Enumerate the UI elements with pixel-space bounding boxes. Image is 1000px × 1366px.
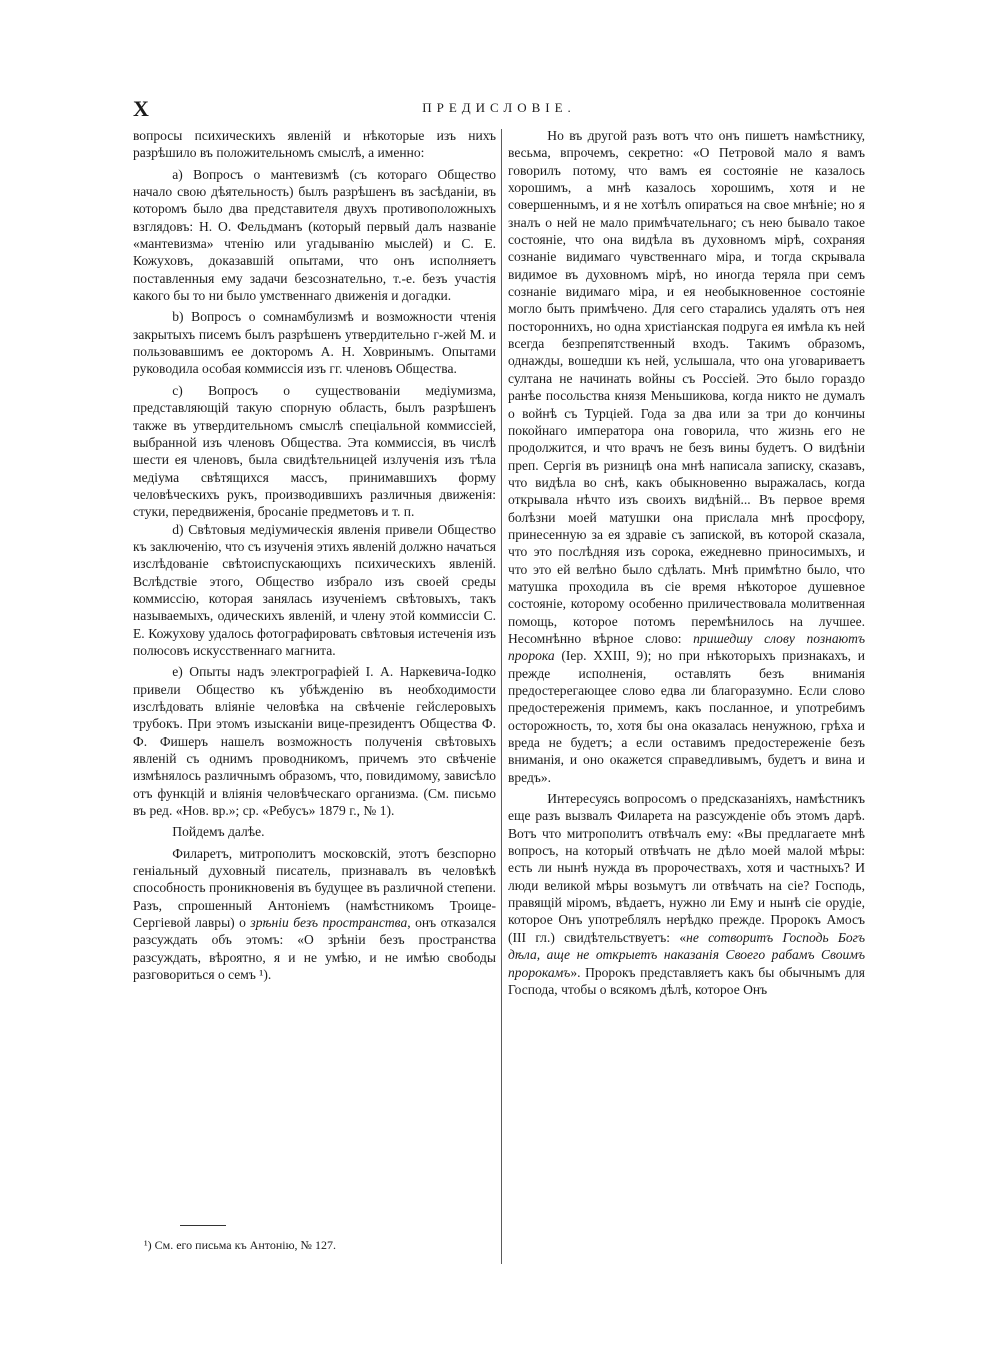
footnote: ¹) См. его письма къ Антонію, № 127. [144, 1238, 336, 1252]
page-header [133, 96, 865, 120]
right-column [508, 127, 865, 998]
left-paragraph-filaret [133, 845, 496, 984]
footnote-rule [180, 1225, 226, 1226]
prophecy-text-end: ». Пророкъ представляетъ какъ бы обычнымъ для Господа, чтобы о всякомъ дѣлѣ, которое Онъ [508, 964, 865, 997]
prophecy-italic-quote: не сотворитъ Господь Богъ дѣла, аще не открыетъ наказанія Своего рабамъ Своимъ пророкамъ [508, 929, 865, 980]
right-paragraph-prophecy [508, 790, 865, 998]
left-paragraph-continue: Пойдемъ далѣе. [172, 824, 265, 840]
item-d-light-phenomena: d) Свѣтовыя медіумическія явленія привели Общество къ заключенію, что съ изученія этихъ явленій должно начаться изслѣдованіе свѣтоиспускающихъ психическихъ явленій. Вслѣдствіе этого, Общество избрало изъ своей среды коммиссію, которая занялась изученіемъ свѣтовыхъ, такъ называемыхъ, одическихъ явленій, и члену этой коммиссіи С. Е. Кожухову удалось фотографировать свѣтовыя истеченія изъ полюсовъ искусственнаго магнита. [133, 521, 496, 658]
column-divider [501, 129, 502, 1264]
item-b-somnambulism: b) Вопросъ о сомнамбулизмѣ и возможности чтенія закрытыхъ писемъ былъ разрѣшенъ утвердительно г-жей М. и пользовавшимъ ее докторомъ А. Н. Ховринымъ. Опытами руководила особая коммиссія изъ гг. членовъ Общества. [133, 309, 496, 377]
item-c-mediumism: с) Вопросъ о существованіи медіумизма, представляющій такую спорную область, былъ разрѣшенъ также въ утвердительномъ смыслѣ спеціальной коммиссіей, выбранной изъ членовъ Общества. Эта коммиссія, въ числѣ шести ея членовъ, была свидѣтельницей излученія изъ тѣла медіума свѣтящихся массъ, принимавшихъ форму человѣческихъ рукъ, производившихъ различныя движенія: стуки, передвиженія, бросаніе предметовъ и т. п. [133, 382, 496, 520]
left-paragraph-1: вопросы психическихъ явленій и нѣкоторые изъ нихъ разрѣшило въ положительномъ смыслѣ, а именно: [133, 128, 496, 161]
item-e-electrography: е) Опыты надъ электрографіей І. А. Наркевича-Іодко привели Общество къ убѣжденію въ необходимости изслѣдовать вліяніе человѣка на свѣченіе гейслеровыхъ трубокъ. При этомъ изысканіи вице-президентъ Общества Ф. Ф. Фишеръ нашелъ возможность полученія свѣтовыхъ явленій съ однимъ проводникомъ, причемъ это свѣченіе измѣнялось различнымъ образомъ, что, повидимому, зависѣло отъ функцій и вліянія человѣческаго организма. (См. письмо въ ред. «Нов. вр.»; ср. «Ребусъ» 1879 г., № 1). [133, 664, 496, 819]
letter-text-start: Но въ другой разъ вотъ что онъ пишетъ намѣстнику, весьма, впрочемъ, секретно: «О Петровой мало я вамъ говорилъ потому, что вамъ ея состояніе не казалось хорошимъ, а мнѣ казалось хорошимъ, хотя и не совершеннымъ, и я не хотѣлъ опираться на свое мнѣніе; но я зналъ о ней не мало примѣчательнаго; съ нею бывало такое состояніе, что она видѣла въ духовномъ мірѣ, сохраняя сознаніе видимаго чувственнаго міра, и тогда скрывала видимое въ духовномъ мірѣ, но иногда теряла при семъ сознаніе видимаго міра, и ея необыкновенное состояніе могло быть примѣчено. Для сего старались удалять отъ нея постороннихъ, но одна христіанская подруга ея имѣла къ ней всегда безпрепятственный входъ. Такимъ образомъ, однажды, вошедши къ ней, услышала, что она уговариваетъ султана не начинать войны съ Россіей. Это было гораздо ранѣе посольства князя Меньшикова, когда никто не думалъ о войнѣ съ Турціей. Года за два или за три до кончины покойнаго императора она говорила, что жизнь его не продолжится, и что врачъ не безъ вины будетъ. О видѣніи преп. Сергія въ ризницѣ она мнѣ написала записку, сказавъ, что видѣла во снѣ, какъ обыкновенно выражалась, когда открывала нѣчто изъ своихъ видѣній... Въ первое время болѣзни моей матушки она прислала мнѣ просфору, принесенную за ея здравіе съ запиской, въ которой сказала, что это послѣдняя изъ сорока, ежедневно приносимыхъ, и что это ей велѣно было сдѣлать. Мнѣ примѣтно было, что матушка проходила въ сіе время нѣкоторое душевное состояніе, которому особенно приличествовала молитвенная помощь, которое потомъ перемѣнилось на лучшее. Несомнѣнно вѣрное слово: [508, 128, 865, 646]
page-number: X [133, 96, 149, 121]
prophecy-text-start: Интересуясь вопросомъ о предсказаніяхъ, намѣстникъ еще разъ вызвалъ Филарета на разсужденіе объ этомъ дарѣ. Вотъ что митрополитъ отвѣчалъ ему: «Вы предлагаете мнѣ вопросъ, на который отвѣчать не дѣло моей малой мѣры: есть ли нынѣ нужда въ пророчествахъ, хотя и частныхъ? И люди великой мѣры возьмутъ ли отвѣчать на сіе? Господь, правящій міромъ, вѣдаетъ, нужно ли Ему и нынѣ сіе орудіе, которое Онъ употреблялъ нерѣдко прежде. Пророкъ Амосъ (III гл.) свидѣтельствуетъ: « [508, 791, 865, 945]
running-title: ПРЕДИСЛОВІЕ. [422, 100, 576, 115]
left-column [133, 127, 496, 984]
item-a-mantevism: а) Вопросъ о мантевизмѣ (съ котораго Общество начало свою дѣятельность) былъ разрѣшенъ въ засѣданіи, въ которомъ было два представителя двухъ противоположныхъ взглядовъ: Н. О. Фельдманъ (который первый далъ названіе «мантевизма» чтенію или угадыванію мыслей) и С. Е. Кожуховъ, доказавшій опытами, что онъ исполняетъ поставленныя ему задачи безсознательно, т.-е. безъ участія какого бы то ни было умственнаго движенія и догадки. [133, 166, 496, 304]
letter-italic-quote: пришедшу слову познаютъ пророка [508, 630, 865, 664]
letter-text-end: (Іер. XXIII, 9); но при нѣкоторыхъ признакахъ, и прежде исполненія, оставлять безъ вниманія предостерегающее слово едва ли благоразумно. Если слово предостереженія примемъ, какъ посланное, и употребимъ осторожность, то, хотя бы она оказалась ненужною, грѣха и вреда не будетъ; а если оставимъ предостереженіе безъ вниманія, и оно окажется справедливымъ, будетъ и вина и вредъ». [508, 648, 865, 785]
filaret-text-end: , онъ отказался разсуждать объ этомъ: «О зрѣніи безъ пространства разсуждать, вѣроятно, я и не умѣю, и не имѣю свободы разговориться о семъ ¹). [133, 915, 496, 983]
filaret-text-start: Филаретъ, митрополитъ московскій, этотъ безспорно геніальный духовный писатель, признавалъ въ человѣкѣ способность проникновенія въ будущее въ различной степени. Разъ, спрошенный Антоніемъ (намѣстникомъ Троице-Сергіевой лавры) о [133, 845, 496, 931]
filaret-italic-quote: зрѣніи безъ пространства [250, 915, 408, 931]
right-paragraph-letter [508, 127, 865, 786]
